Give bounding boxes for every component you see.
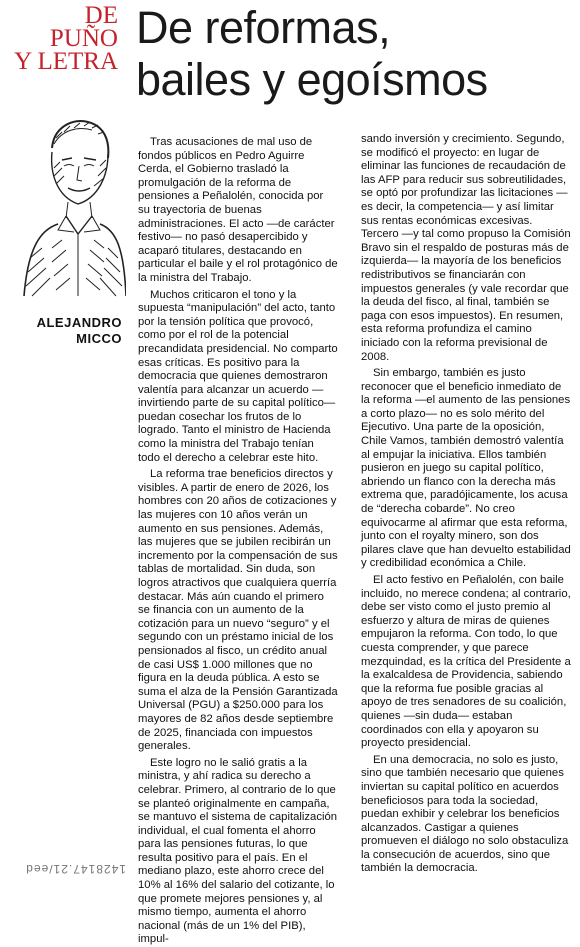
column-1-paragraph: Tras acusaciones de mal uso de fondos públicos en Pedro Aguirre Cerda, el Gobierno trasladó la promulgación de la reforma de pensiones a Peñalolén, conocida por su trayectoria de buenas administraciones. El acto —de carácter festivo— no pasó desapercibido y acaparó titulares, destacando en particular el baile y el rol protagónico de la ministra del Trabajo. — [138, 136, 338, 284]
column-1-paragraph: Este logro no le salió gratis a la ministra, y ahí radica su derecho a celebrar. Primero, al contrario de lo que se planteó originalmente en campaña, se mantuvo el sistema de capitalización individual, el cual fomenta el ahorro para las pensiones futuras, lo que resulta positivo para el país. En el mediano plazo, este ahorro crece del 10% al 16% del salario del cotizante, lo que promete mejores pensiones y, al mismo tiempo, aumenta el ahorro nacional (más de un 1% del PIB), impul- — [138, 756, 338, 946]
author-portrait-illustration — [22, 108, 126, 298]
author-first-name: ALEJANDRO — [36, 315, 122, 330]
kicker-line-3: Y LETRA — [14, 48, 118, 75]
column-1-paragraph: La reforma trae beneficios directos y visibles. A partir de enero de 2026, los hombres con 20 años de cotizaciones y las mujeres con 10 años verán un aumento en sus pensiones. Además, las mujeres que se jubilen recibirán un incremento por la compensación de sus tablas de mortalidad. Sin duda, son logros atractivos que cualquiera querría destacar. Más aún cuando el primero se financia con un aumento de la cotización para un nuevo “seguro” y el segundo con un préstamo inicial de los pensionados al fisco, un crédito anual de casi US$ 1.000 millones que no figura en la deuda pública. A esto se suma el alza de la Pensión Garantizada Universal (PGU) a $250.000 para los mayores de 82 años desde septiembre de 2025, financiada con impuestos generales. — [138, 468, 338, 753]
column-2-paragraph: En una democracia, no solo es justo, sino que también necesario que quienes inviertan su capital político en acuerdos beneficiosos para toda la sociedad, puedan exhibir y celebrar los beneficios alcanzados. Castigar a quienes promueven el diálogo no solo obstaculiza la consecución de acuerdos, sino que también la democracia. — [361, 753, 569, 875]
column-2-paragraph: El acto festivo en Peñalolén, con baile incluido, no merece condena; al contrario, debe ser visto como el justo premio al esfuerzo y altura de miras de quienes empujaron la reforma. Con todo, lo que cuesta comprender, y que parece mezquindad, es la crítica del Presidente a la exalcaldesa de Providencia, sabiendo que la reforma fue posible gracias al apoyo de tres senadores de su coalición, quienes —sin duda— estaban coordinados con ella y apoyaron su proyecto presidencial. — [361, 574, 571, 750]
column-2-paragraph: Sin embargo, también es justo reconocer que el beneficio inmediato de la reforma —el aumento de las pensiones a corto plazo— no es solo mérito del Ejecutivo. Una parte de la oposición, Chile Vamos, también demostró valentía al empujar la iniciativa. Ellos también pusieron en juego su capital político, abriendo un flanco con la derecha más extrema que, paradójicamente, los acusa de “derecha cobarde”. No creo equivocarme al afirmar que esta reforma, junto con el royalty minero, son dos pilares clave que han devuelto estabilidad y credibilidad económica a Chile. — [361, 367, 571, 570]
kicker-line-2: PUÑO — [49, 25, 118, 52]
headline-line-2: bailes y egoísmos — [136, 54, 488, 105]
author-byline — [4, 315, 122, 347]
article-headline — [136, 2, 576, 106]
section-kicker — [6, 4, 118, 73]
archive-stamp: 1428147.21/eed — [25, 862, 126, 876]
kicker-line-1: DE — [84, 2, 118, 29]
column-2-paragraph: sando inversión y crecimiento. Segundo, se modificó el proyecto: en lugar de eliminar las funciones de recaudación de las AFP para reducir sus sobreutilidades, se optó por profundizar las licitaciones —es decir, la competencia— y así limitar sus rentas económicas excesivas. Tercero —y tal como propuso la Comisión Bravo sin el respaldo de posturas más de izquierda— la mayoría de los beneficios redistributivos se financiarán con impuestos generales (y vale recordar que la deuda del fisco, al final, también se paga con esos impuestos). En resumen, esta reforma profundiza el camino iniciado con la reforma previsional de 2008. — [361, 133, 571, 363]
headline-line-1: De reformas, — [136, 2, 391, 53]
author-last-name: MICCO — [76, 331, 122, 346]
article-column-2 — [361, 133, 571, 876]
article-column-1 — [138, 136, 338, 947]
column-1-paragraph: Muchos criticaron el tono y la supuesta “manipulación” del acto, tanto por la tensión política que provocó, como por el rol de la potencial precandidata presidencial. No comparto esas críticas. Es positivo para la democracia que quienes demostraron valentía para alcanzar un acuerdo —invirtiendo parte de su capital político— puedan cosechar los frutos de lo logrado. Tanto el ministro de Hacienda como la ministra del Trabajo tenían todo el derecho a celebrar este hito. — [138, 288, 338, 464]
